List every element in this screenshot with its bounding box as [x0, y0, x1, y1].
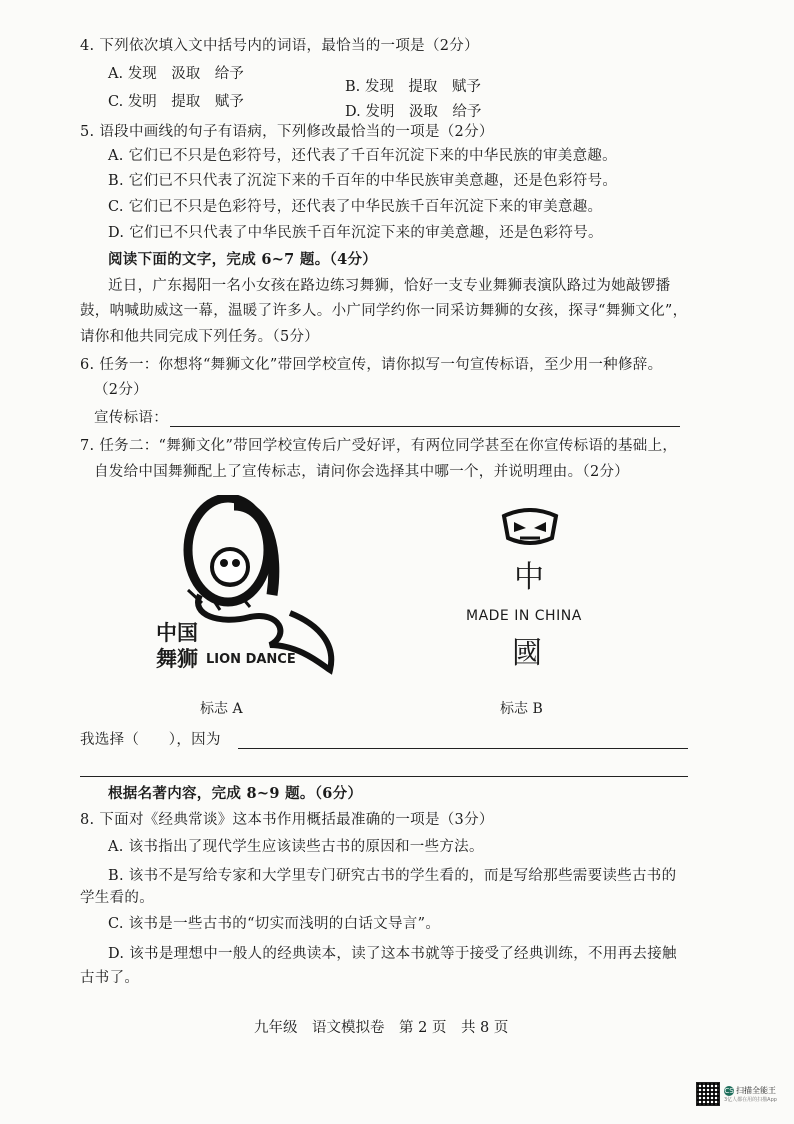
passage-line-3: 请你和他共同完成下列任务。（5分）: [80, 329, 320, 345]
q8-option-a: A. 该书指出了现代学生应该读些古书的原因和一些方法。: [108, 839, 484, 855]
q6-score: （2分）: [94, 382, 148, 398]
choice-answer-line-2[interactable]: [80, 776, 688, 777]
logo-b-bottom-character: 國: [512, 636, 542, 671]
q4-stem: 4. 下列依次填入文中括号内的词语，最恰当的一项是（2分）: [80, 38, 479, 54]
q8-option-c: C. 该书是一些古书的“切实而浅明的白话文导言”。: [108, 916, 441, 932]
q4-option-c: C. 发明 提取 赋予: [108, 94, 244, 110]
section-heading-8-9: 根据名著内容，完成 8~9 题。（6分）: [108, 785, 363, 802]
q8-option-b-line-2: 学生看的。: [80, 890, 154, 906]
q7-stem-line-1: 7. 任务二：“舞狮文化”带回学校宣传后广受好评，有两位同学甚至在你宣传标语的基础上，: [80, 438, 678, 454]
q7-stem-line-2: 自发给中国舞狮配上了宣传标志，请问你会选择其中哪一个，并说明理由。（2分）: [94, 464, 630, 480]
passage-line-1: 近日，广东揭阳一名小女孩在路边练习舞狮，恰好一支专业舞狮表演队路过为她敲锣播: [108, 278, 671, 294]
q5-option-a: A. 它们已不只是色彩符号，还代表了千百年沉淀下来的中华民族的审美意趣。: [108, 148, 617, 164]
q8-option-b-line-1: B. 该书不是写给专家和大学里专门研究古书的学生看的，而是写给那些需要读些古书的: [108, 868, 677, 884]
q4-option-d: D. 发明 汲取 给予: [345, 104, 482, 120]
q5-option-c: C. 它们已不只是色彩符号，还代表了中华民族千百年沉淀下来的审美意趣。: [108, 199, 603, 215]
q4-option-a: A. 发现 汲取 给予: [108, 66, 244, 82]
q8-option-d-line-2: 古书了。: [80, 970, 140, 986]
slogan-answer-line[interactable]: [170, 426, 680, 427]
q5-option-b: B. 它们已不只代表了沉淀下来的千百年的中华民族审美意趣，还是色彩符号。: [108, 173, 618, 189]
logo-a: [150, 495, 350, 680]
scanner-logo-icon: CS: [724, 1086, 734, 1095]
logo-a-chinese-line-2: 舞狮: [156, 647, 198, 671]
logo-a-caption: 标志 A: [200, 701, 243, 717]
logo-b-caption: 标志 B: [500, 701, 543, 717]
logo-b: [460, 508, 600, 678]
qr-code-icon: [696, 1082, 720, 1106]
slogan-label: 宣传标语：: [94, 410, 168, 426]
logo-b-english: MADE IN CHINA: [466, 608, 582, 624]
scanner-brand: 扫描全能王: [736, 1086, 776, 1095]
q6-stem: 6. 任务一：你想将“舞狮文化”带回学校宣传，请你拟写一句宣传标语，至少用一种修辞。: [80, 357, 663, 373]
page-footer: 九年级 语文模拟卷 第 2 页 共 8 页: [254, 1020, 509, 1036]
passage-line-2: 鼓，呐喊助威这一幕，温暖了许多人。小广同学约你一同采访舞狮的女孩，探寻“舞狮文化”，: [80, 303, 688, 319]
logo-a-chinese-line-1: 中国: [156, 621, 198, 645]
choice-answer-line[interactable]: [238, 748, 688, 749]
logo-b-top-character: 中: [514, 560, 544, 595]
q8-option-d-line-1: D. 该书是理想中一般人的经典读本，读了这本书就等于接受了经典训练，不用再去接触: [108, 946, 677, 962]
q4-option-b: B. 发现 提取 赋予: [345, 79, 481, 95]
logo-a-english: LION DANCE: [206, 652, 296, 667]
scanner-subtitle: 3亿人都在用的扫描App: [724, 1097, 777, 1103]
choice-label: 我选择（ ），因为: [80, 732, 221, 748]
q5-option-d: D. 它们已不只代表了中华民族千百年沉淀下来的审美意趣，还是色彩符号。: [108, 225, 603, 241]
q5-stem: 5. 语段中画线的句子有语病，下列修改最恰当的一项是（2分）: [80, 124, 494, 140]
lion-head-icon: [460, 508, 600, 548]
section-heading-6-7: 阅读下面的文字，完成 6~7 题。（4分）: [108, 251, 378, 268]
scanner-watermark: [696, 1082, 777, 1106]
q8-stem: 8. 下面对《经典常谈》这本书作用概括最准确的一项是（3分）: [80, 812, 494, 828]
